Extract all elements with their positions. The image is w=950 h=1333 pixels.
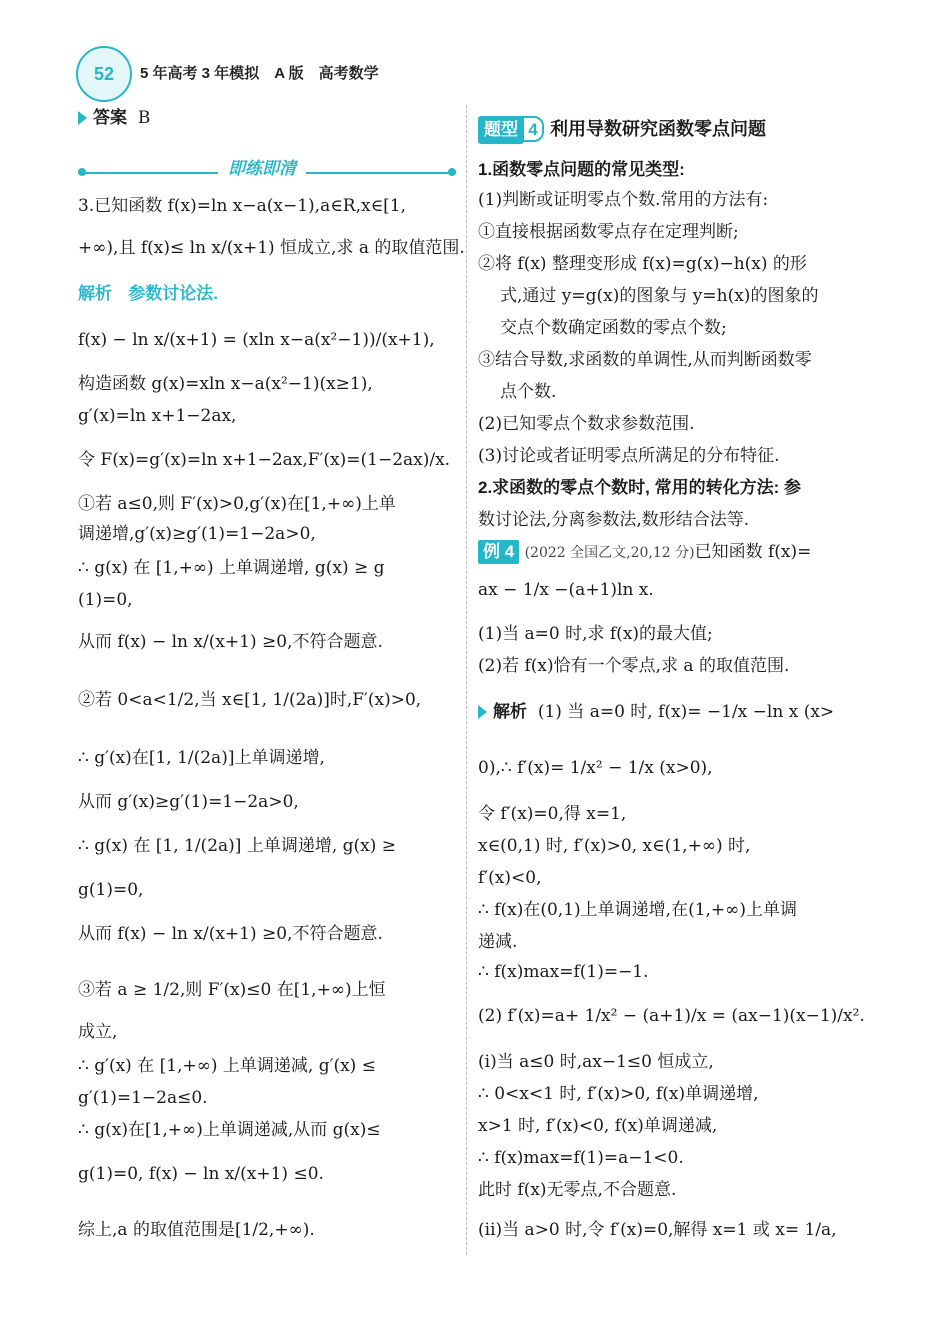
text-line: ②将 f(x) 整理变形成 f(x)=g(x)−h(x) 的形 [478, 254, 807, 274]
analysis-label: 解析 [78, 284, 112, 303]
example-line [478, 540, 811, 565]
solution-line: ①若 a≤0,则 F′(x)>0,g′(x)在[1,+∞)上单 [78, 494, 396, 514]
text-line: 数讨论法,分离参数法,数形结合法等. [478, 510, 750, 530]
text-line: (2)已知零点个数求参数范围. [478, 414, 695, 434]
solution-line: f′(x)<0, [478, 868, 542, 888]
solution-line: ∴ g(x) 在 [1,+∞) 上单调递增, g(x) ≥ g [78, 558, 385, 578]
text-line: ③结合导数,求函数的单调性,从而判断函数零 [478, 350, 812, 370]
solution-line: ∴ f(x)max=f(1)=−1. [478, 962, 649, 982]
problem-line: +∞),且 f(x)≤ ln x/(x+1) 恒成立,求 a 的取值范围. [78, 238, 465, 258]
text-line: 点个数. [500, 382, 557, 402]
analysis-label: 解析 [493, 702, 527, 721]
answer-line [78, 106, 150, 130]
solution-line: g′(x)=ln x+1−2ax, [78, 406, 237, 426]
solution-line: 调递增,g′(x)≥g′(1)=1−2a>0, [78, 524, 316, 544]
text-line: (1)判断或证明零点个数.常用的方法有: [478, 190, 769, 210]
solution-line: 令 F(x)=g′(x)=ln x+1−2ax,F′(x)=(1−2ax)/x. [78, 450, 451, 470]
type-header [478, 116, 766, 144]
page-number: 52 [76, 46, 132, 102]
column-divider [466, 105, 467, 1255]
problem-line: 3.已知函数 f(x)=ln x−a(x−1),a∈R,x∈[1, [78, 196, 407, 216]
solution-line: 从而 f(x) − ln x/(x+1) ≥0,不符合题意. [78, 632, 383, 652]
solution-line: ∴ g′(x)在[1, 1/(2a)]上单调递增, [78, 748, 325, 768]
solution-line: g(1)=0, f(x) − ln x/(x+1) ≤0. [78, 1164, 324, 1184]
solution-line: (i)当 a≤0 时,ax−1≤0 恒成立, [478, 1052, 714, 1072]
text-line: (1)当 a=0 时,求 f(x)的最大值; [478, 624, 713, 644]
solution-line: 0),∴ f′(x)= 1/x² − 1/x (x>0), [478, 758, 713, 778]
solution-line: (2) f′(x)=a+ 1/x² − (a+1)/x = (ax−1)(x−1)/x². [478, 1006, 865, 1026]
dot-icon [78, 168, 86, 176]
solution-line: ∴ f(x)max=f(1)=a−1<0. [478, 1148, 684, 1168]
section-heading: 2.求函数的零点个数时, 常用的转化方法: 参 [478, 478, 802, 497]
solution-line: f(x) − ln x/(x+1) = (xln x−a(x²−1))/(x+1), [78, 330, 435, 350]
text-line: 交点个数确定函数的零点个数; [500, 318, 727, 338]
solution-line: x>1 时, f′(x)<0, f(x)单调递减, [478, 1116, 718, 1136]
answer-value: B [137, 108, 151, 128]
analysis-text: (1) 当 a=0 时, f(x)= −1/x −ln x (x> [537, 702, 835, 722]
solution-line: g′(1)=1−2a≤0. [78, 1088, 208, 1108]
solution-line: ③若 a ≥ 1/2,则 F′(x)≤0 在[1,+∞)上恒 [78, 980, 386, 1000]
solution-line: 从而 g′(x)≥g′(1)=1−2a>0, [78, 792, 299, 812]
section-heading: 1.函数零点问题的常见类型: [478, 160, 685, 179]
analysis-line [478, 700, 834, 724]
practice-title: 即练即清 [218, 154, 306, 179]
example-source: (2022 全国乙文,20,12 分) [524, 545, 695, 561]
arrow-icon [478, 705, 487, 719]
answer-label: 答案 [93, 108, 127, 127]
practice-header [78, 158, 456, 180]
type-badge: 题型 [478, 116, 524, 144]
solution-line: ∴ g(x) 在 [1, 1/(2a)] 上单调递增, g(x) ≥ [78, 836, 397, 856]
text-line: ①直接根据函数零点存在定理判断; [478, 222, 739, 242]
dot-icon [448, 168, 456, 176]
text-line: (2)若 f(x)恰有一个零点,求 a 的取值范围. [478, 656, 790, 676]
solution-line: 成立, [78, 1022, 118, 1042]
solution-line: (1)=0, [78, 590, 133, 610]
type-title: 利用导数研究函数零点问题 [550, 119, 766, 139]
arrow-icon [78, 111, 87, 125]
solution-line: (ii)当 a>0 时,令 f′(x)=0,解得 x=1 或 x= 1/a, [478, 1220, 837, 1240]
solution-line: ∴ f(x)在(0,1)上单调递增,在(1,+∞)上单调 [478, 900, 797, 920]
solution-line: 令 f′(x)=0,得 x=1, [478, 804, 627, 824]
example-text: 已知函数 f(x)= [694, 542, 812, 562]
solution-line: ∴ g(x)在[1,+∞)上单调递减,从而 g(x)≤ [78, 1120, 381, 1140]
book-title: 5 年高考 3 年模拟 A 版 高考数学 [140, 65, 379, 82]
solution-line: ∴ 0<x<1 时, f′(x)>0, f(x)单调递增, [478, 1084, 759, 1104]
text-line: (3)讨论或者证明零点所满足的分布特征. [478, 446, 780, 466]
solution-line: 从而 f(x) − ln x/(x+1) ≥0,不符合题意. [78, 924, 383, 944]
analysis-line [78, 282, 218, 306]
analysis-method: 参数讨论法. [128, 284, 218, 303]
solution-line: ∴ g′(x) 在 [1,+∞) 上单调递减, g′(x) ≤ [78, 1056, 376, 1076]
solution-line: 此时 f(x)无零点,不合题意. [478, 1180, 677, 1200]
solution-line: g(1)=0, [78, 880, 144, 900]
solution-line: 递减. [478, 932, 518, 952]
solution-line: x∈(0,1) 时, f′(x)>0, x∈(1,+∞) 时, [478, 836, 751, 856]
solution-line: ②若 0<a<1/2,当 x∈[1, 1/(2a)]时,F′(x)>0, [78, 690, 422, 710]
example-line: ax − 1/x −(a+1)ln x. [478, 580, 654, 600]
text-line: 式,通过 y=g(x)的图象与 y=h(x)的图象的 [500, 286, 819, 306]
example-badge: 例 4 [478, 540, 519, 564]
solution-line: 综上,a 的取值范围是[1/2,+∞). [78, 1220, 315, 1240]
type-number: 4 [522, 116, 544, 142]
solution-line: 构造函数 g(x)=xln x−a(x²−1)(x≥1), [78, 374, 373, 394]
